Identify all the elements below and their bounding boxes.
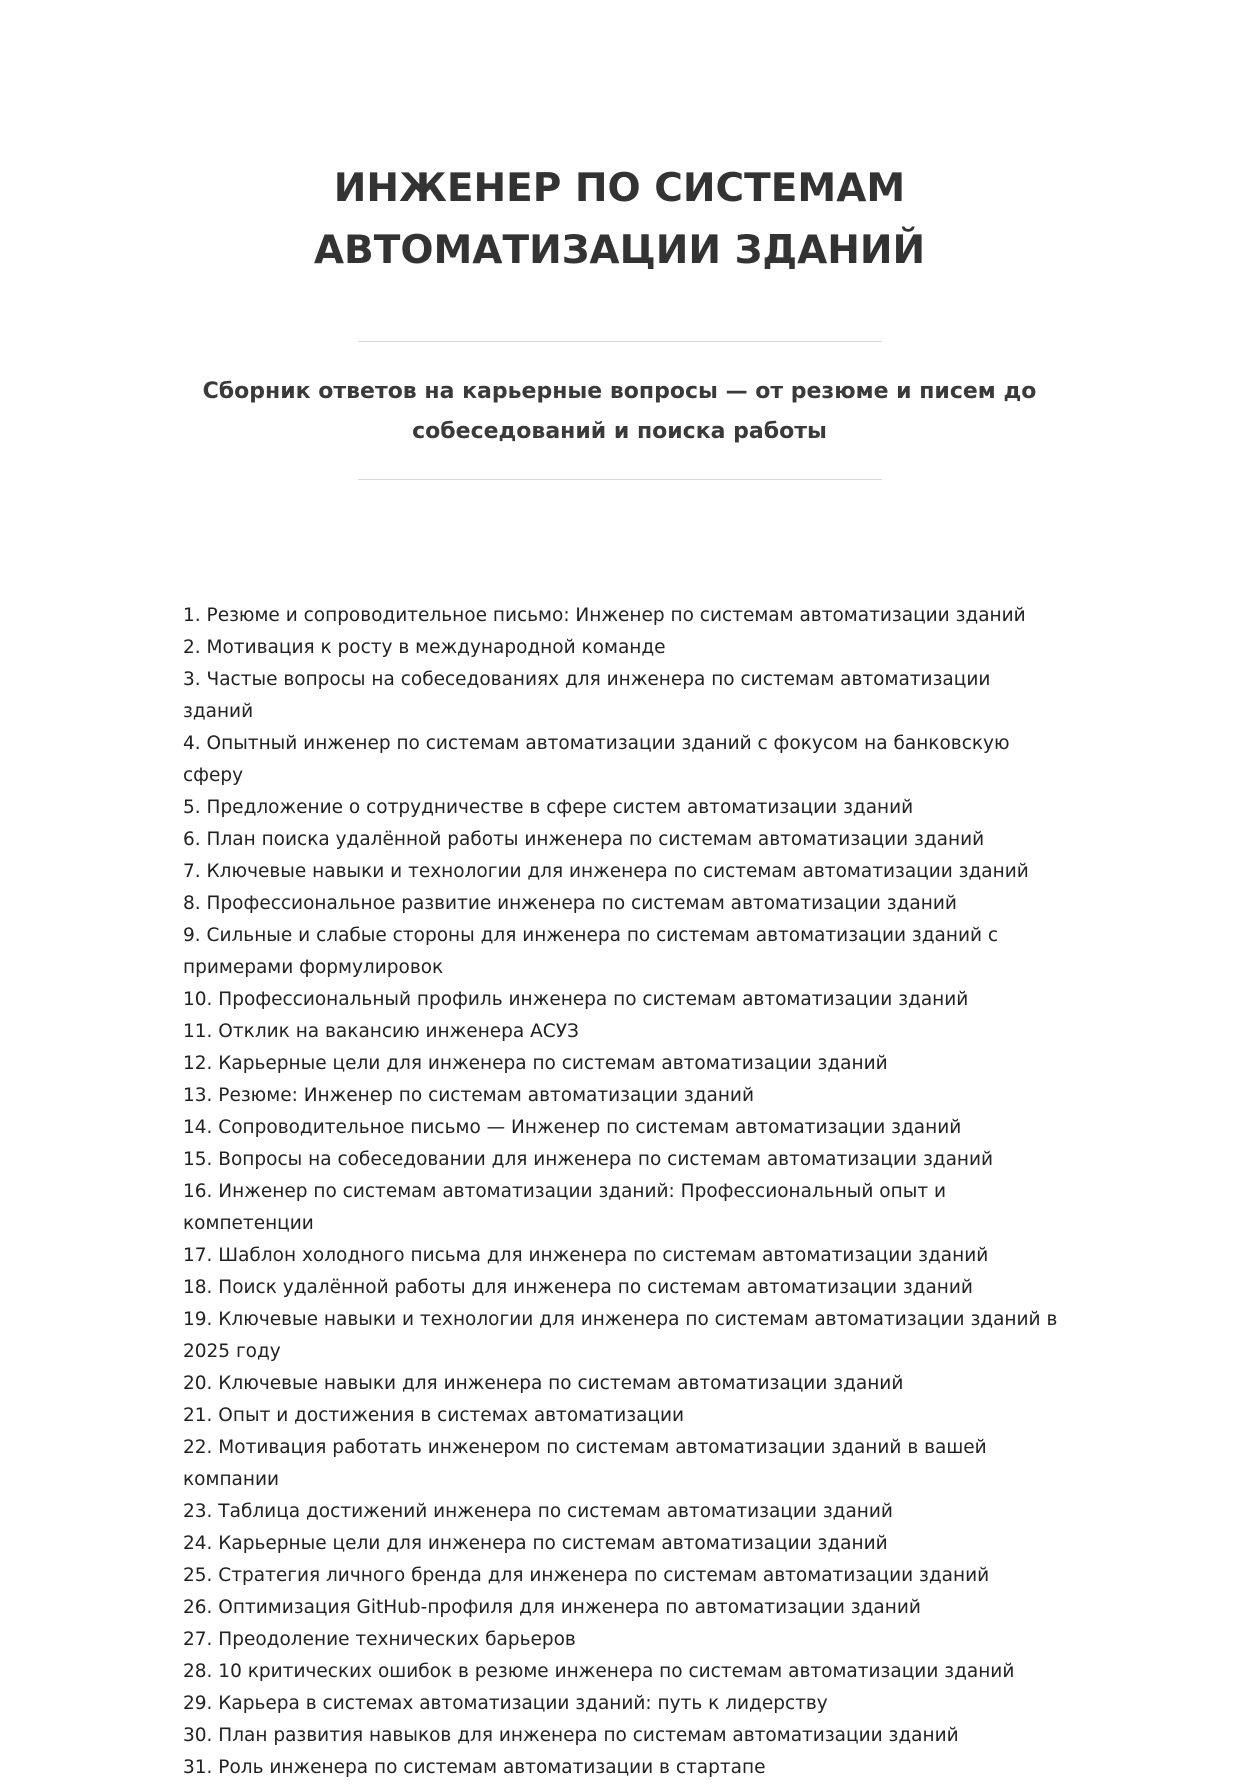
toc-item: 14. Сопроводительное письмо — Инженер по системам автоматизации зданий — [183, 1117, 962, 1138]
toc-item: 27. Преодоление технических барьеров — [183, 1629, 576, 1650]
toc-item: 30. План развития навыков для инженера по системам автоматизации зданий — [183, 1725, 959, 1746]
toc-item: 18. Поиск удалённой работы для инженера по системам автоматизации зданий — [183, 1277, 973, 1298]
toc-item: 9. Сильные и слабые стороны для инженера по системам автоматизации зданий с примерами формулировок — [183, 925, 999, 978]
toc-item: 11. Отклик на вакансию инженера АСУЗ — [183, 1021, 579, 1042]
toc-item: 28. 10 критических ошибок в резюме инженера по системам автоматизации зданий — [183, 1661, 1015, 1682]
title-line-1: ИНЖЕНЕР ПО СИСТЕМАМ — [333, 166, 906, 211]
toc-item: 8. Профессиональное развитие инженера по системам автоматизации зданий — [183, 893, 957, 914]
toc-item: 6. План поиска удалённой работы инженера по системам автоматизации зданий — [183, 829, 985, 850]
toc-item: 4. Опытный инженер по системам автоматизации зданий с фокусом на банковскую сферу — [183, 733, 1010, 786]
toc-item: 19. Ключевые навыки и технологии для инженера по системам автоматизации зданий в 2025 году — [183, 1309, 1058, 1362]
toc-item: 3. Частые вопросы на собеседованиях для инженера по системам автоматизации зданий — [183, 669, 991, 722]
toc-item: 17. Шаблон холодного письма для инженера по системам автоматизации зданий — [183, 1245, 989, 1266]
title-line-2: АВТОМАТИЗАЦИИ ЗДАНИЙ — [313, 228, 926, 273]
toc-item: 31. Роль инженера по системам автоматизации в стартапе — [183, 1757, 766, 1778]
toc-item: 10. Профессиональный профиль инженера по системам автоматизации зданий — [183, 989, 969, 1010]
toc-item: 23. Таблица достижений инженера по системам автоматизации зданий — [183, 1501, 893, 1522]
toc-item: 2. Мотивация к росту в международной команде — [183, 637, 666, 658]
toc-item: 13. Резюме: Инженер по системам автоматизации зданий — [183, 1085, 754, 1106]
document-subtitle: Сборник ответов на карьерные вопросы — от резюме и писем до собеседований и поиска работы — [202, 379, 1037, 444]
toc-item: 16. Инженер по системам автоматизации зданий: Профессиональный опыт и компетенции — [183, 1181, 946, 1234]
divider-top — [358, 341, 882, 342]
toc-item: 12. Карьерные цели для инженера по системам автоматизации зданий — [183, 1053, 888, 1074]
toc-item: 15. Вопросы на собеседовании для инженера по системам автоматизации зданий — [183, 1149, 994, 1170]
toc-item: 21. Опыт и достижения в системах автоматизации — [183, 1405, 685, 1426]
document-title — [0, 158, 1239, 282]
toc-item: 29. Карьера в системах автоматизации зданий: путь к лидерству — [183, 1693, 828, 1714]
divider-bottom — [358, 479, 882, 480]
toc-item: 7. Ключевые навыки и технологии для инженера по системам автоматизации зданий — [183, 861, 1029, 882]
toc-item: 22. Мотивация работать инженером по системам автоматизации зданий в вашей компании — [183, 1437, 987, 1490]
toc-item: 20. Ключевые навыки для инженера по системам автоматизации зданий — [183, 1373, 904, 1394]
toc-item: 5. Предложение о сотрудничестве в сфере систем автоматизации зданий — [183, 797, 914, 818]
toc-item: 26. Оптимизация GitHub-профиля для инженера по автоматизации зданий — [183, 1597, 921, 1618]
toc-item: 25. Стратегия личного бренда для инженера по системам автоматизации зданий — [183, 1565, 990, 1586]
table-of-contents — [183, 600, 1063, 1784]
toc-item: 24. Карьерные цели для инженера по системам автоматизации зданий — [183, 1533, 888, 1554]
toc-item: 1. Резюме и сопроводительное письмо: Инженер по системам автоматизации зданий — [183, 605, 1026, 626]
